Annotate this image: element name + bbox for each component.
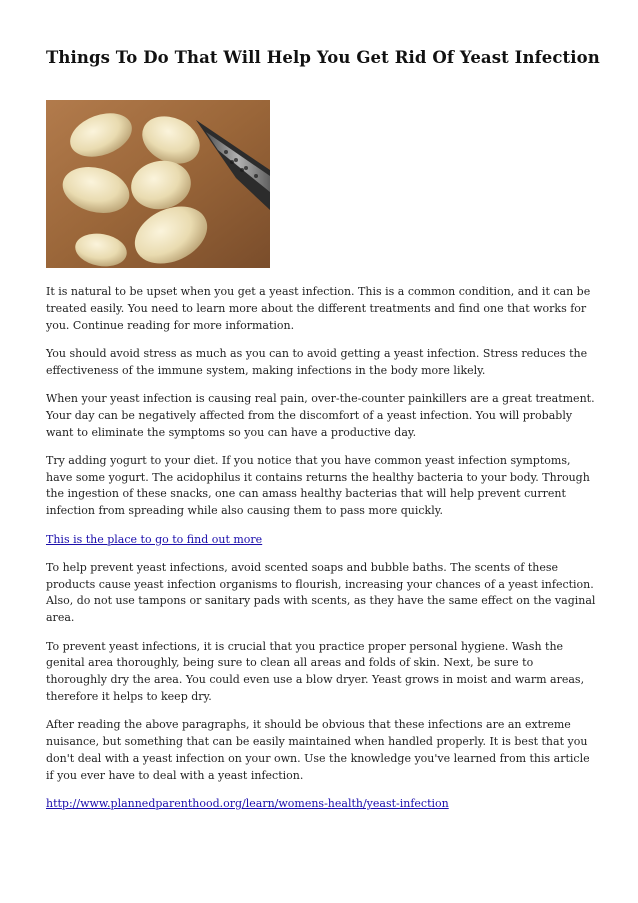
paragraph: When your yeast infection is causing real pain, over-the-counter painkillers are a great treatment. Your day can be negatively affected from the discomfort of a yeast infection. You will probably want to eliminate the symptoms so you can have a productive day. [46,391,595,439]
paragraph: After reading the above paragraphs, it should be obvious that these infections are an extreme nuisance, but something that can be easily maintained when handled properly. It is best that you don't deal with a yeast infection on your own. Use the knowledge you've learned from this article if you ever have to deal with a yeast infection. [46,718,590,782]
planned-parenthood-link[interactable]: http://www.plannedparenthood.org/learn/womens-health/yeast-infection [46,796,449,810]
find-out-more-link[interactable]: This is the place to go to find out more [46,532,263,546]
paragraph: You should avoid stress as much as you can to avoid getting a yeast infection. Stress reduces the effectiveness of the immune system, making infections in the body more likely. [46,346,588,377]
paragraph: To prevent yeast infections, it is crucial that you practice proper personal hygiene. Wash the genital area thoroughly, being sure to clean all areas and folds of skin. Next, be sure to thoroughly dry the area. You could even use a blow dryer. Yeast grows in moist and warm areas, therefore it helps to keep dry. [46,639,585,703]
garlic-photo [46,100,270,268]
page-title: Things To Do That Will Help You Get Rid Of Yeast Infection [46,48,600,67]
paragraph: It is natural to be upset when you get a yeast infection. This is a common condition, and it can be treated easily. You need to learn more about the different treatments and find one that works for you. Continue reading for more information. [46,285,591,332]
paragraph: To help prevent yeast infections, avoid scented soaps and bubble baths. The scents of these products cause yeast infection organisms to flourish, increasing your chances of a yeast infection. Also, do not use tampons or sanitary pads with scents, as they have the same effect on the vaginal area. [46,560,596,625]
article-body [46,284,596,824]
paragraph: Try adding yogurt to your diet. If you notice that you have common yeast infection symptoms, have some yogurt. The acidophilus it contains returns the healthy bacteria to your body. Through the ingestion of these snacks, one can amass healthy bacterias that will help prevent current infection from spreading while also causing them to pass more quickly. [46,453,590,518]
link-paragraph [46,796,596,813]
link-paragraph [46,532,596,549]
